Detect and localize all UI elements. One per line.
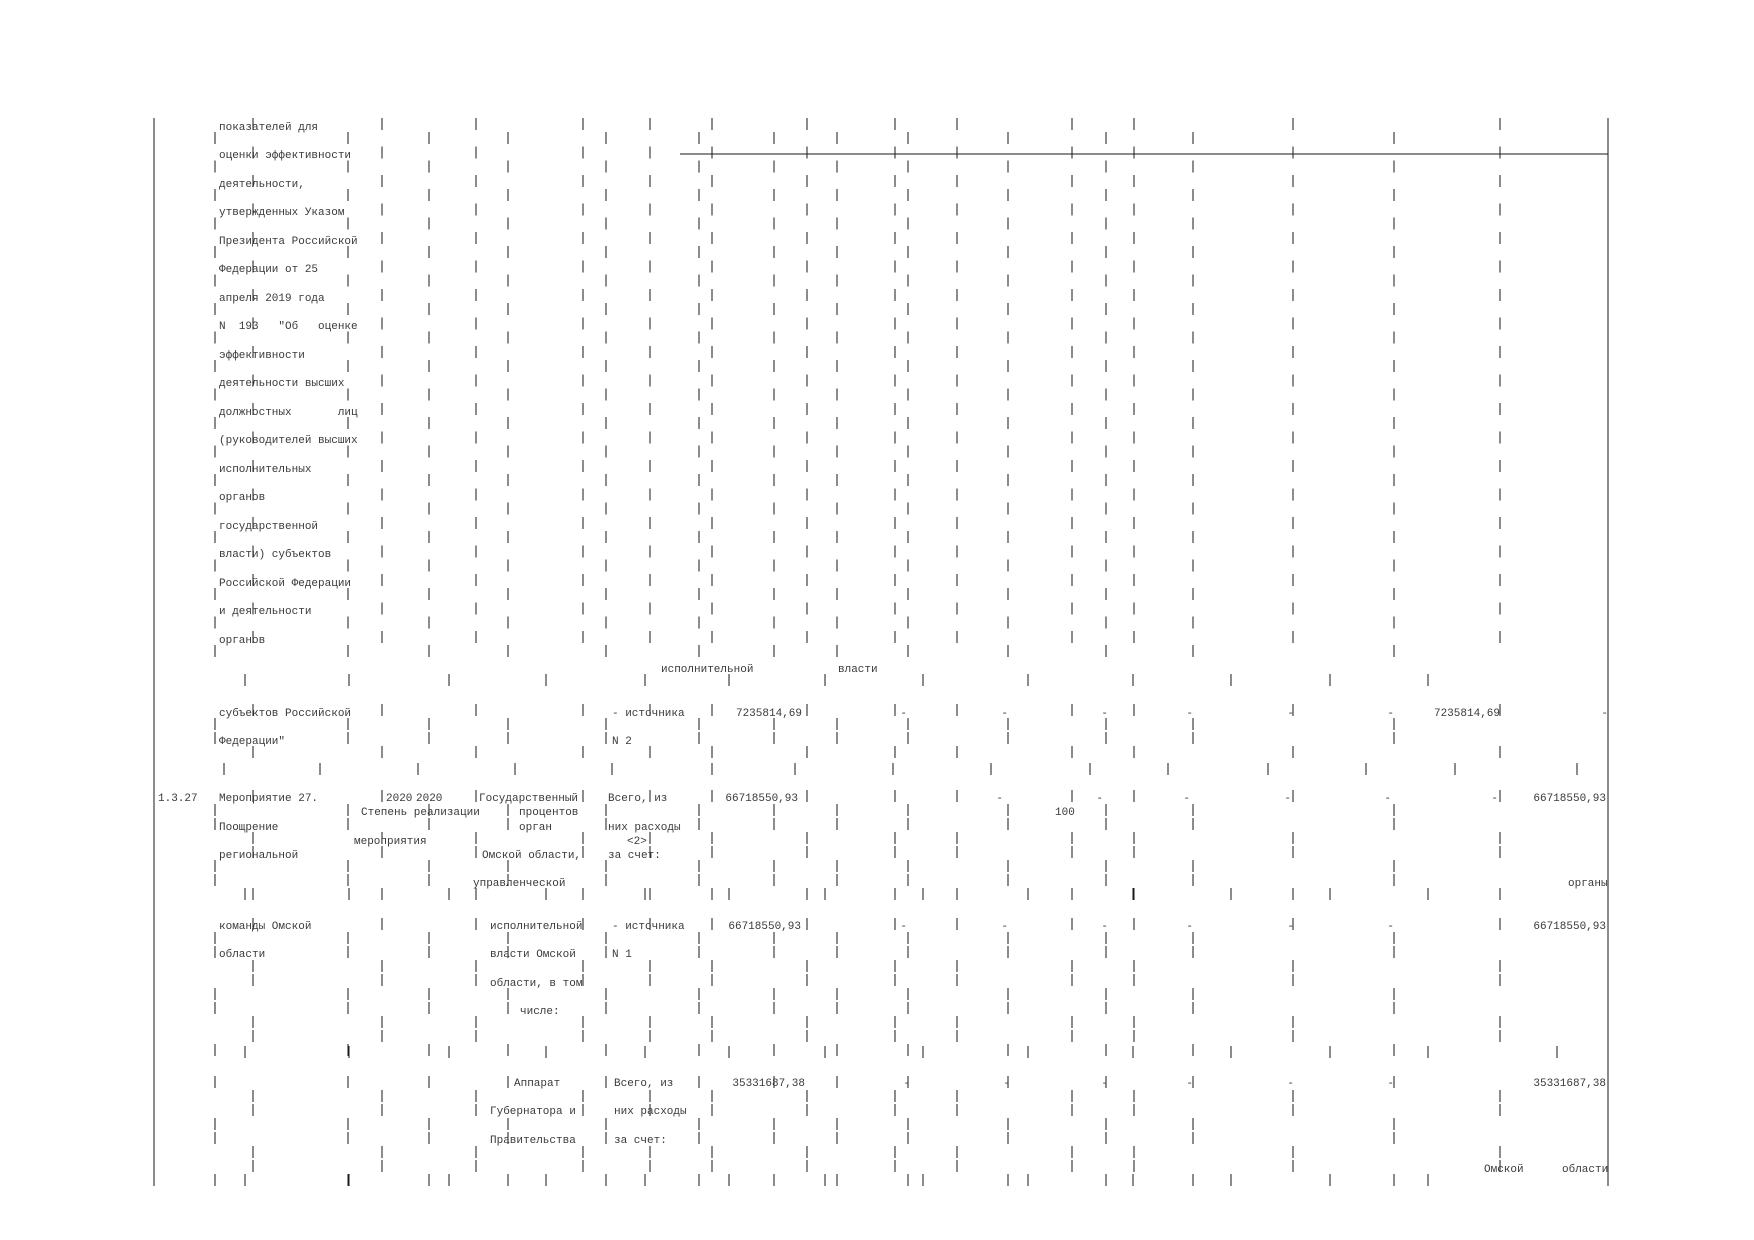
table-row [219,921,1606,1018]
executor-line: Государственный [479,793,579,805]
event-name-line: области [219,949,266,961]
event-name-line: Мероприятие 27. [219,793,319,805]
description-line: власти) субъектов [219,549,332,561]
funding-total: 66718550,93 [725,793,798,805]
description-line: Федерации от 25 [219,264,319,276]
funding-year-value: - [1001,921,1008,933]
executor-line: Губернатора и [490,1106,576,1118]
funding-year-value: - [1284,793,1291,805]
funding-year-value: - [1287,921,1294,933]
description-line: деятельности, [219,179,305,191]
funding-source-line: N 2 [612,736,632,748]
funding-source-line: за счет: [614,1135,667,1147]
funding-year-value: - [1186,921,1193,933]
executor-line: числе: [520,1006,560,1018]
table-row [219,707,1608,748]
event-name-line: команды Омской [219,921,312,933]
funding-last-value: - [1601,708,1608,720]
overflow-text: области [1562,1164,1609,1176]
event-name-line: субъектов Российской [219,708,352,720]
executor-line: орган [519,822,553,834]
funding-year-value: - [1001,708,1008,720]
funding-year-value: - [1491,793,1498,805]
funding-year-value: - [1387,708,1394,720]
funding-source-line: - источника [612,921,685,933]
description-line: эффективности [219,350,305,362]
description-line: N 193 "Об оценке [219,321,358,333]
overflow-text: органы [1568,878,1608,890]
executor-line: Аппарат [514,1078,561,1090]
indicator-target-value: 100 [1055,807,1075,819]
executor-line: власти Омской [490,949,576,961]
executor-line: Омской области, [482,850,582,862]
funding-year-value: - [1101,921,1108,933]
description-line: органов [219,635,266,647]
funding-total-right: 35331687,38 [1533,1078,1606,1090]
description-line: оценки эффективности [219,150,352,162]
event-name-line: региональной [219,850,299,862]
funding-year-value: - [903,1078,910,1090]
executor-line: области, в том [490,978,583,990]
table-row [158,793,1608,890]
description-line: деятельности высших [219,378,345,390]
funding-total: 66718550,93 [728,921,801,933]
funding-total: 7235814,69 [735,708,802,720]
funding-year-value: - [900,708,907,720]
description-line: утвержденных Указом [219,207,345,219]
funding-source-line: за счет: [608,850,661,862]
event-name-line: Поощрение [219,822,279,834]
table-row [490,1078,1608,1176]
funding-year-value: - [1186,708,1193,720]
funding-note: <2> [627,836,647,848]
funding-year-value: - [1287,708,1294,720]
description-line: должностных лиц [219,407,358,419]
indicator-name-line: мероприятия [354,836,427,848]
overflow-text: власти [838,664,878,676]
indicator-description-block [219,122,878,676]
funding-year-value: - [1186,1078,1193,1090]
funding-year-value: - [996,793,1003,805]
description-line: исполнительных [219,464,312,476]
funding-year-value: - [1287,1078,1294,1090]
funding-year-value: - [1101,1078,1108,1090]
funding-source-line: - источника [612,708,685,720]
funding-year-value: - [1096,793,1103,805]
description-line: государственной [219,521,319,533]
funding-year-value: - [1387,1078,1394,1090]
executor-line: исполнительной [490,921,583,933]
funding-total-right: 66718550,93 [1533,793,1606,805]
funding-source-line: N 1 [612,949,632,961]
overflow-text: Омской [1484,1164,1524,1176]
description-line: органов [219,492,266,504]
row-code: 1.3.27 [158,793,198,805]
funding-source-line: них расходы [614,1106,687,1118]
year-end: 2020 [416,793,443,805]
indicator-unit: процентов [519,807,579,819]
event-name-line: Федерации" [219,736,286,748]
overflow-text: исполнительной [661,664,754,676]
funding-source-line: Всего, из [614,1078,674,1090]
description-line: и деятельности [219,606,312,618]
funding-year-value: - [1384,793,1391,805]
description-line: Российской Федерации [219,578,352,590]
indicator-name-line: Степень реализации [361,807,480,819]
description-line: (руководителей высших [219,435,358,447]
funding-total-right: 66718550,93 [1533,921,1606,933]
funding-total-right: 7235814,69 [1433,708,1500,720]
funding-source-line: Всего, из [608,793,668,805]
overflow-text: управленческой [473,878,566,890]
funding-year-value: - [1101,708,1108,720]
funding-year-value: - [1183,793,1190,805]
funding-source-line: них расходы [608,822,681,834]
description-line: апреля 2019 года [219,293,325,305]
description-line: показателей для [219,122,319,134]
table-grid-lines [154,118,1608,1186]
funding-year-value: - [1387,921,1394,933]
description-line: Президента Российской [219,236,358,248]
funding-total: 35331687,38 [732,1078,805,1090]
year-start: 2020 [386,793,413,805]
executor-line: Правительства [490,1135,576,1147]
funding-year-value: - [1003,1078,1010,1090]
funding-year-value: - [900,921,907,933]
